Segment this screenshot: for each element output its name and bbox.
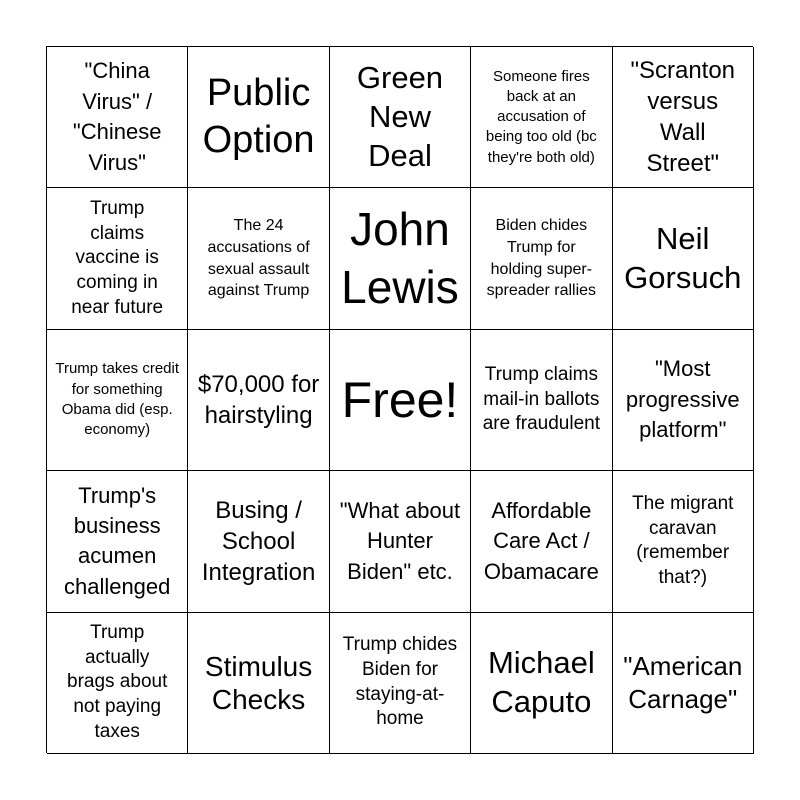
bingo-cell-12[interactable] [188,330,329,471]
cell-text: Busing / School Integration [201,496,316,586]
bingo-cell-25[interactable] [613,613,754,754]
bingo-cell-5[interactable] [613,47,754,188]
bingo-cell-1[interactable] [47,47,188,188]
bingo-cell-free[interactable] [330,330,471,471]
bingo-cell-7[interactable] [188,188,329,329]
cell-text: "American Carnage" [623,651,743,714]
bingo-cell-6[interactable] [47,188,188,329]
cell-text: Stimulus Checks [204,650,313,715]
cell-text: Biden chides Trump for holding super-spreader rallies [486,217,597,300]
bingo-cell-21[interactable] [47,613,188,754]
bingo-cell-14[interactable] [471,330,612,471]
bingo-cell-23[interactable] [330,613,471,754]
bingo-cell-17[interactable] [188,471,329,612]
cell-text: The migrant caravan (remember that?) [632,492,734,589]
cell-text: Trump chides Biden for staying-at-home [342,634,458,730]
cell-text: Public Option [202,71,315,162]
cell-text: Neil Gorsuch [624,220,742,295]
cell-text: $70,000 for hairstyling [197,370,320,429]
bingo-cell-19[interactable] [471,471,612,612]
cell-text: John Lewis [341,203,459,313]
bingo-cell-16[interactable] [47,471,188,612]
cell-text: Trump actually brags about not paying taxes [67,622,168,742]
bingo-board [46,46,753,753]
bingo-cell-18[interactable] [330,471,471,612]
cell-text: "What about Hunter Biden" etc. [339,497,461,584]
cell-text: The 24 accusations of sexual assault against Trump [207,217,310,300]
cell-text: Trump takes credit for something Obama did (esp. economy) [55,360,180,439]
cell-text: "Most progressive platform" [625,356,740,443]
bingo-cell-10[interactable] [613,188,754,329]
cell-text: Trump claims mail-in ballots are fraudulent [482,363,600,435]
cell-text: Green New Deal [356,60,444,173]
free-space-label: Free! [341,371,459,428]
bingo-cell-4[interactable] [471,47,612,188]
cell-text: "China Virus" / "Chinese Virus" [72,58,162,175]
bingo-cell-15[interactable] [613,330,754,471]
bingo-cell-8[interactable] [330,188,471,329]
bingo-cell-3[interactable] [330,47,471,188]
bingo-cell-20[interactable] [613,471,754,612]
bingo-cell-2[interactable] [188,47,329,188]
bingo-cell-11[interactable] [47,330,188,471]
cell-text: "Scranton versus Wall Street" [630,56,736,178]
bingo-cell-24[interactable] [471,613,612,754]
bingo-cell-9[interactable] [471,188,612,329]
cell-text: Michael Caputo [487,645,595,719]
cell-text: Trump claims vaccine is coming in near future [71,197,164,318]
cell-text: Someone fires back at an accusation of being too old (bc they're both old) [485,67,597,166]
cell-text: Affordable Care Act / Obamacare [483,497,599,584]
cell-text: Trump's business acumen challenged [63,482,171,599]
bingo-cell-22[interactable] [188,613,329,754]
